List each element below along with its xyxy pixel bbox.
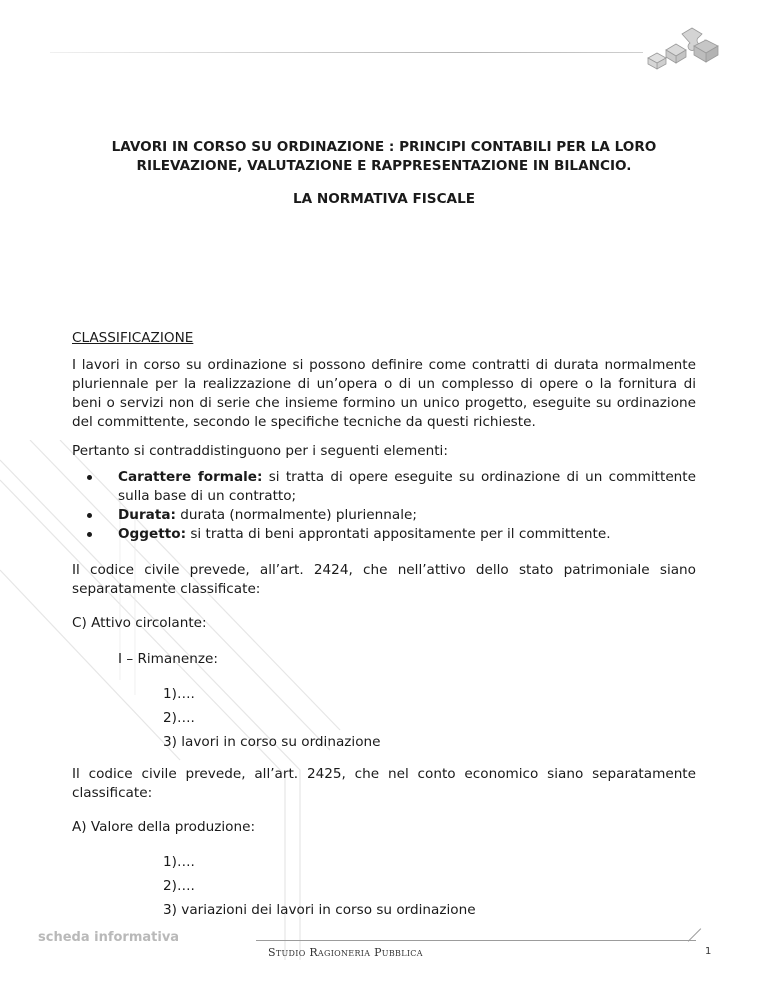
feature-term: Oggetto: <box>118 526 187 542</box>
bullet-icon <box>87 475 92 480</box>
feature-text: durata (normalmente) pluriennale; <box>175 507 417 523</box>
studio-logo: Studio Ragioneria Pubblica <box>268 946 423 959</box>
feature-text: si tratta di beni approntati appositamente per il committente. <box>186 526 611 542</box>
balance-sheet-item: 3) lavori in corso su ordinazione <box>163 734 381 750</box>
document-title <box>60 138 708 176</box>
list-item <box>72 525 696 544</box>
footer-brand-label: scheda informativa <box>38 930 180 945</box>
elements-intro-paragraph: Pertanto si contraddistinguono per i seguenti elementi: <box>72 443 448 459</box>
income-statement-heading: A) Valore della produzione: <box>72 819 256 835</box>
document-subtitle: LA NORMATIVA FISCALE <box>292 191 476 207</box>
footer-divider <box>256 940 696 941</box>
puzzle-pieces-icon <box>636 24 728 74</box>
features-list <box>72 468 696 544</box>
section-heading: CLASSIFICAZIONE <box>72 330 194 346</box>
balance-sheet-subheading: I – Rimanenze: <box>118 651 218 667</box>
list-item <box>72 468 696 506</box>
list-item <box>72 506 696 525</box>
feature-term: Carattere formale: <box>118 469 263 485</box>
document-title-line-1: LAVORI IN CORSO SU ORDINAZIONE : PRINCIPI CONTABILI PER LA LORO <box>111 139 657 155</box>
bullet-icon <box>87 532 92 537</box>
balance-sheet-item: 1)…. <box>163 686 195 702</box>
income-statement-item: 2)…. <box>163 878 195 894</box>
income-statement-item: 3) variazioni dei lavori in corso su ordinazione <box>163 902 476 918</box>
bullet-icon <box>87 513 92 518</box>
balance-sheet-item: 2)…. <box>163 710 195 726</box>
document-title-line-2: RILEVAZIONE, VALUTAZIONE E RAPPRESENTAZIONE IN BILANCIO. <box>136 158 632 174</box>
header-divider <box>50 52 643 53</box>
feature-text: si tratta di opere eseguite su ordinazione di un committente sulla base di un contratto; <box>118 469 696 504</box>
definition-paragraph: I lavori in corso su ordinazione si possono definire come contratti di durata normalmente pluriennale per la realizzazione di un’opera o di un complesso di opere o la fornitura di beni o servizi non di serie che insieme formino un unico progetto, eseguite su ordinazione del committente, secondo le specifiche tecniche da questi richieste. <box>72 357 696 430</box>
feature-term: Durata: <box>118 507 176 523</box>
income-statement-paragraph: Il codice civile prevede, all’art. 2425, che nel conto economico siano separatamente classificate: <box>72 766 696 801</box>
balance-sheet-heading: C) Attivo circolante: <box>72 615 207 631</box>
balance-sheet-paragraph: Il codice civile prevede, all’art. 2424, che nell’attivo dello stato patrimoniale siano separatamente classificate: <box>72 562 696 597</box>
income-statement-item: 1)…. <box>163 854 195 870</box>
page-number: 1 <box>705 946 712 957</box>
